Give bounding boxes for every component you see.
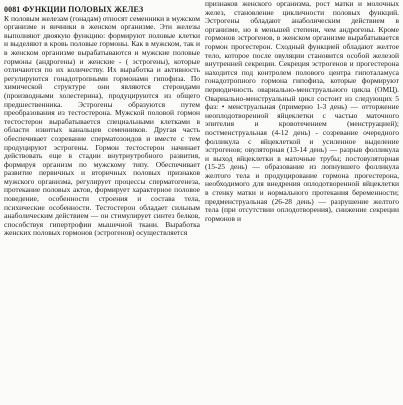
left-column-paragraph: К половым железам (гонадам) относят семенники в мужском организме и яичники в женском организме. Эти железы выполняют двоякую функцию: формируют половые клетки и выделяют в кровь половые гормоны. Как в мужском, так и в женском организме вырабатываются и мужские половые гормоны (андрогены) и женские - ( эстрогены), которые отличаются по их количеству. Их выработка и активность регулируются гонадотропными гормонами гипофиза. По химической структуре они являются стероидами (производными холестерина), продуцируются из общего предшественника. Эстрогены образуются путем преобразования из тестостерона. Мужской половой гормон тестостерон вырабатывается специальными клетками в области извитых канальцев семенников. Другая часть обеспечивает созревание сперматозоидов и вместе с тем продуцируют эстрогены. Гормон тестостерон начинает действовать еще в стадии внутриутробного развития, формируя организм по мужскому типу. Обеспечивает развитие первичных и вторичных половых признаков мужского организма, регулирует процессы сперматогенеза, протекание половых актов, формирует характерное половое поведение, особенности строения и состава тела, психические особенности. Тестостерон обладает сильным анаболическим действием — он стимулирует синтез белков, способствуя гипертрофии мышечной ткани. Выработка женских половых гормонов (эстрогенов) осуществляется: [4, 13, 200, 238]
right-column-paragraph: признаков женского организма, рост матки и молочных желез, становление цикличности половых функций. Эстрогены обладают анаболическим действием в организме, но в меньшей степени, чем андрогены. Кроме гормонов эстрогенов, в женском организме вырабатывается гормон прогестерон. Сходный функцией обладают желтое тело, которое после овуляции становится особой железой внутренней секреции. Секреция эстрогенов и прогестерона находится под контролем полового центра гипоталамуса гонадотропного гормона гипофиза, которые формируют периодичность овариально-менструального цикла (ОМЦ). Овариально-менструальный цикл состоит из следующих 5 фаз: • менструальная (примерно 1-3 день) — отторжение неоплодотворенной яйцеклетки с частью маточного эпителия и кровотечением (менструацией); постменструальная (4-12 день) - созревание очередного фолликула с яйцеклеткой и усиленное выделение эстрогенов; овуляторная (13-14 день) — разрыв фолликула и выход яйцеклетки в маточные трубы; постовуляторная (15-25 день) — образование из лопнувшего фолликула желтого тела и продуцирование гормона прогестерона, необходимого для внедрения оплодотворенной яйцеклетки в стенку матки и нормального протекания беременности; предменструальная (26-28 день) — разрушение желтого тела (при отсутствии оплодотворения), снижение секреции гормонов и: [205, 0, 399, 223]
section-heading: 0081 ФУНКЦИИ ПОЛОВЫХ ЖЕЛЕЗ: [4, 6, 144, 14]
left-column: [4, 6, 200, 405]
right-column: [205, 0, 399, 405]
